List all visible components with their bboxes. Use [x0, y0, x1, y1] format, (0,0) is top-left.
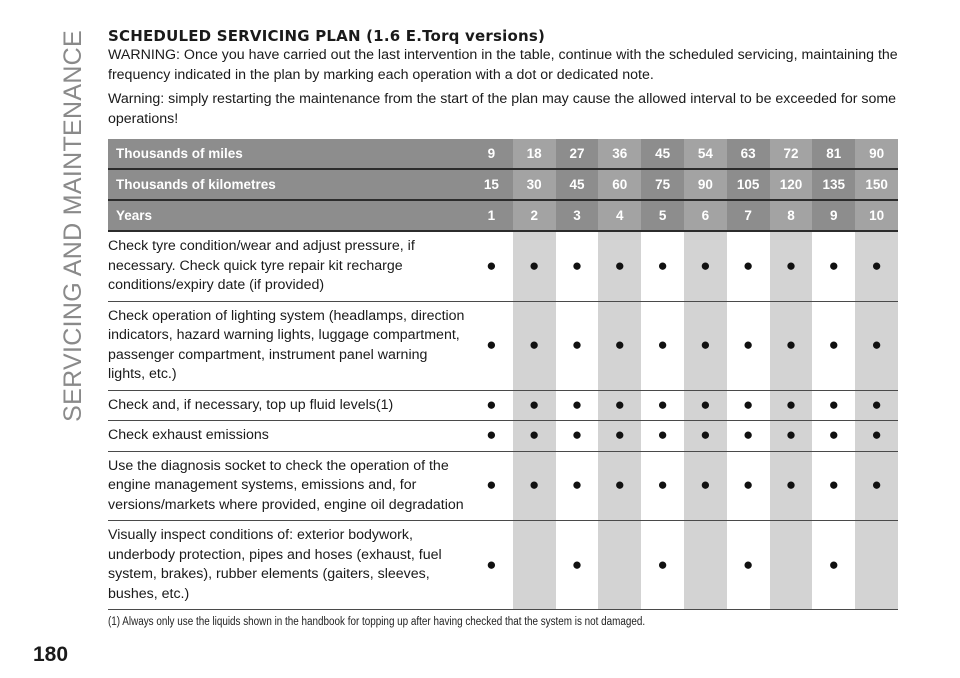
interval-cell: [598, 451, 641, 521]
interval-cell: [598, 301, 641, 390]
table-body: [108, 231, 898, 610]
interval-cell: [470, 301, 513, 390]
header-interval-value: 1: [470, 200, 513, 231]
interval-cell: [727, 521, 770, 610]
header-interval-value: 120: [770, 169, 813, 200]
interval-cell: [855, 421, 898, 452]
interval-cell: [513, 451, 556, 521]
service-dot-icon: ●: [828, 335, 839, 354]
section-side-title-text: SERVICING AND MAINTENANCE: [58, 30, 87, 422]
header-row: [108, 169, 898, 200]
header-interval-value: 72: [770, 139, 813, 169]
service-dot-icon: ●: [486, 394, 497, 414]
service-dot-icon: ●: [657, 425, 668, 445]
warning-paragraph-2: Warning: simply restarting the maintenance from the start of the plan may cause the allowed interval to be exceeded for some operations!: [108, 91, 897, 127]
operation-description: Use the diagnosis socket to check the operation of the engine management systems, emissions and, for versions/markets where provided, engine oil degradation: [108, 451, 470, 521]
header-interval-value: 18: [513, 139, 556, 169]
service-dot-icon: ●: [657, 394, 668, 414]
interval-cell: [470, 451, 513, 521]
service-dot-icon: ●: [871, 475, 882, 495]
interval-cell: [470, 390, 513, 421]
header-interval-value: 60: [598, 169, 641, 200]
header-interval-value: 150: [855, 169, 898, 200]
service-dot-icon: ●: [700, 335, 711, 354]
operation-row: [108, 390, 898, 421]
service-dot-icon: ●: [700, 394, 711, 414]
page-content: [108, 28, 898, 628]
service-dot-icon: ●: [486, 255, 497, 275]
interval-cell: [855, 390, 898, 421]
interval-cell: [855, 301, 898, 390]
interval-cell: [727, 301, 770, 390]
service-dot-icon: ●: [657, 475, 668, 495]
interval-cell: [641, 301, 684, 390]
header-interval-value: 5: [641, 200, 684, 231]
service-dot-icon: ●: [828, 394, 839, 414]
interval-cell: [641, 451, 684, 521]
service-dot-icon: ●: [529, 335, 540, 354]
interval-cell: [812, 231, 855, 301]
header-interval-value: 6: [684, 200, 727, 231]
header-interval-value: 3: [556, 200, 599, 231]
servicing-plan-table: [108, 139, 898, 610]
footnote: (1) Always only use the liquids shown in the handbook for topping up after having checked that the system is not damaged.: [108, 616, 646, 628]
header-interval-value: 90: [855, 139, 898, 169]
interval-cell: [812, 390, 855, 421]
header-row-label: Thousands of kilometres: [108, 169, 470, 200]
operation-description: Visually inspect conditions of: exterior bodywork, underbody protection, pipes and hoses (exhaust, fuel system, brakes), rubber elements (gaiters, sleeves, bushes, etc.): [108, 521, 470, 610]
interval-cell: [684, 451, 727, 521]
header-interval-value: 8: [770, 200, 813, 231]
header-row: [108, 200, 898, 231]
header-interval-value: 63: [727, 139, 770, 169]
interval-cell: [470, 231, 513, 301]
service-dot-icon: ●: [486, 335, 497, 354]
service-dot-icon: ●: [743, 425, 754, 445]
service-dot-icon: ●: [614, 394, 625, 414]
operation-row: [108, 451, 898, 521]
interval-cell: [598, 421, 641, 452]
service-dot-icon: ●: [486, 425, 497, 445]
service-dot-icon: ●: [486, 554, 497, 574]
interval-cell: [513, 390, 556, 421]
service-dot-icon: ●: [571, 475, 583, 495]
header-interval-value: 2: [513, 200, 556, 231]
service-dot-icon: ●: [743, 255, 754, 275]
table-header: [108, 139, 898, 231]
interval-cell: [513, 521, 556, 610]
operation-description: Check exhaust emissions: [108, 421, 470, 452]
header-interval-value: 10: [855, 200, 898, 231]
service-dot-icon: ●: [743, 335, 754, 354]
interval-cell: [727, 451, 770, 521]
interval-cell: [641, 521, 684, 610]
interval-cell: [513, 231, 556, 301]
interval-cell: [812, 451, 855, 521]
service-dot-icon: ●: [785, 335, 797, 354]
interval-cell: [770, 451, 813, 521]
service-dot-icon: ●: [785, 475, 797, 495]
interval-cell: [684, 390, 727, 421]
interval-cell: [513, 421, 556, 452]
service-dot-icon: ●: [700, 475, 711, 495]
interval-cell: [556, 231, 599, 301]
service-dot-icon: ●: [785, 255, 797, 275]
header-interval-value: 27: [556, 139, 599, 169]
operation-row: [108, 231, 898, 301]
interval-cell: [727, 231, 770, 301]
operation-description: Check tyre condition/wear and adjust pressure, if necessary. Check quick tyre repair kit recharge conditions/expiry date (if provided): [108, 231, 470, 301]
service-dot-icon: ●: [700, 255, 711, 275]
service-dot-icon: ●: [571, 335, 583, 354]
service-dot-icon: ●: [871, 394, 882, 414]
service-dot-icon: ●: [871, 255, 882, 275]
service-dot-icon: ●: [743, 475, 754, 495]
service-dot-icon: ●: [529, 255, 540, 275]
operation-row: [108, 301, 898, 390]
interval-cell: [598, 521, 641, 610]
service-dot-icon: ●: [657, 335, 668, 354]
service-dot-icon: ●: [571, 425, 583, 445]
interval-cell: [684, 231, 727, 301]
warning-paragraph-1: WARNING: Once you have carried out the last intervention in the table, continue with the scheduled servicing, maintaining the frequency indicated in the plan by marking each operation with a dot or dedicated note.: [108, 47, 898, 83]
interval-cell: [684, 521, 727, 610]
header-interval-value: 9: [812, 200, 855, 231]
header-row: [108, 139, 898, 169]
interval-cell: [770, 521, 813, 610]
service-dot-icon: ●: [529, 475, 540, 495]
header-interval-value: 105: [727, 169, 770, 200]
interval-cell: [855, 521, 898, 610]
interval-cell: [727, 421, 770, 452]
interval-cell: [727, 390, 770, 421]
service-dot-icon: ●: [743, 394, 754, 414]
header-interval-value: 81: [812, 139, 855, 169]
interval-cell: [556, 301, 599, 390]
service-dot-icon: ●: [571, 255, 583, 275]
interval-cell: [770, 390, 813, 421]
service-dot-icon: ●: [486, 475, 497, 495]
interval-cell: [684, 421, 727, 452]
interval-cell: [513, 301, 556, 390]
interval-cell: [812, 521, 855, 610]
interval-cell: [770, 421, 813, 452]
service-dot-icon: ●: [614, 255, 625, 275]
service-dot-icon: ●: [828, 475, 839, 495]
header-interval-value: 30: [513, 169, 556, 200]
interval-cell: [770, 231, 813, 301]
service-dot-icon: ●: [828, 425, 839, 445]
service-dot-icon: ●: [614, 425, 625, 445]
header-interval-value: 54: [684, 139, 727, 169]
interval-cell: [470, 521, 513, 610]
service-dot-icon: ●: [614, 475, 625, 495]
interval-cell: [556, 451, 599, 521]
header-interval-value: 36: [598, 139, 641, 169]
service-dot-icon: ●: [571, 554, 583, 574]
service-dot-icon: ●: [785, 394, 797, 414]
operation-description: Check operation of lighting system (headlamps, direction indicators, hazard warning lights, luggage compartment, passenger compartment, instrument panel warning lights, etc.): [108, 301, 470, 390]
service-dot-icon: ●: [657, 255, 668, 275]
service-dot-icon: ●: [743, 554, 754, 574]
service-dot-icon: ●: [529, 425, 540, 445]
service-dot-icon: ●: [871, 335, 882, 354]
service-dot-icon: ●: [828, 255, 839, 275]
service-dot-icon: ●: [571, 394, 583, 414]
header-interval-value: 75: [641, 169, 684, 200]
header-interval-value: 45: [556, 169, 599, 200]
interval-cell: [855, 451, 898, 521]
interval-cell: [598, 390, 641, 421]
interval-cell: [598, 231, 641, 301]
header-row-label: Thousands of miles: [108, 139, 470, 169]
page-heading: SCHEDULED SERVICING PLAN (1.6 E.Torq versions): [108, 27, 546, 45]
service-dot-icon: ●: [871, 425, 882, 445]
interval-cell: [556, 521, 599, 610]
service-dot-icon: ●: [529, 394, 540, 414]
interval-cell: [470, 421, 513, 452]
service-dot-icon: ●: [614, 335, 625, 354]
header-interval-value: 15: [470, 169, 513, 200]
operation-row: [108, 521, 898, 610]
service-dot-icon: ●: [700, 425, 711, 445]
header-interval-value: 4: [598, 200, 641, 231]
interval-cell: [641, 231, 684, 301]
header-interval-value: 45: [641, 139, 684, 169]
section-side-title: [56, 30, 90, 422]
interval-cell: [770, 301, 813, 390]
header-interval-value: 90: [684, 169, 727, 200]
service-dot-icon: ●: [785, 425, 797, 445]
interval-cell: [812, 301, 855, 390]
operation-row: [108, 421, 898, 452]
interval-cell: [641, 421, 684, 452]
header-interval-value: 9: [470, 139, 513, 169]
header-interval-value: 7: [727, 200, 770, 231]
operation-description: Check and, if necessary, top up fluid levels(1): [108, 390, 470, 421]
service-dot-icon: ●: [657, 554, 668, 574]
interval-cell: [641, 390, 684, 421]
header-interval-value: 135: [812, 169, 855, 200]
interval-cell: [684, 301, 727, 390]
header-row-label: Years: [108, 200, 470, 231]
page-number: 180: [33, 643, 69, 666]
interval-cell: [855, 231, 898, 301]
service-dot-icon: ●: [828, 554, 839, 574]
interval-cell: [812, 421, 855, 452]
interval-cell: [556, 421, 599, 452]
interval-cell: [556, 390, 599, 421]
